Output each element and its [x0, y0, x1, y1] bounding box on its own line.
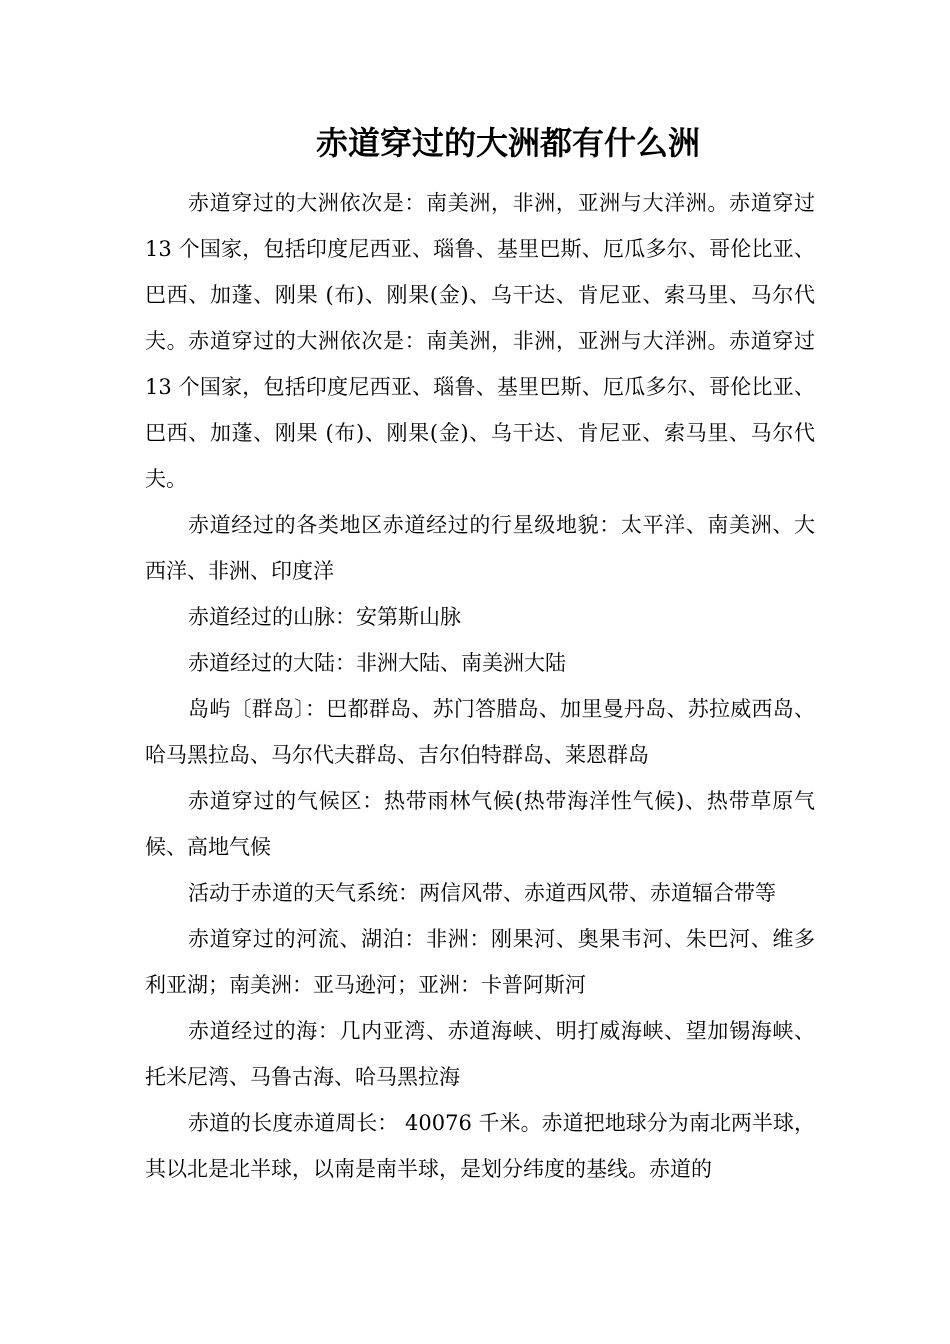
- paragraph-intro: 赤道穿过的大洲依次是：南美洲，非洲，亚洲与大洋洲。赤道穿过 13 个国家，包括印度尼西亚、瑙鲁、基里巴斯、厄瓜多尔、哥伦比亚、巴西、加蓬、刚果 (布)、刚果(金)、乌干达、肯尼亚、索马里、马尔代夫。赤道穿过的大洲依次是：南美洲，非洲，亚洲与大洋洲。赤道穿过 13 个国家，包括印度尼西亚、瑙鲁、基里巴斯、厄瓜多尔、哥伦比亚、巴西、加蓬、刚果 (布)、刚果(金)、乌干达、肯尼亚、索马里、马尔代夫。: [145, 191, 815, 491]
- paragraph-weather-systems: 活动于赤道的天气系统：两信风带、赤道西风带、赤道辐合带等: [188, 881, 776, 905]
- paragraph-climate: 赤道穿过的气候区：热带雨林气候(热带海洋性气候)、热带草原气候、高地气候: [145, 789, 815, 859]
- paragraph-rivers-lakes: 赤道穿过的河流、湖泊：非洲：刚果河、奥果韦河、朱巴河、维多利亚湖；南美洲：亚马逊河；亚洲：卡普阿斯河: [145, 927, 815, 997]
- paragraph-continents: 赤道经过的大陆：非洲大陆、南美洲大陆: [188, 651, 566, 675]
- paragraph-seas: 赤道经过的海：几内亚湾、赤道海峡、明打威海峡、望加锡海峡、托米尼湾、马鲁古海、哈马黑拉海: [145, 1019, 815, 1089]
- paragraph-islands: 岛屿〔群岛〕：巴都群岛、苏门答腊岛、加里曼丹岛、苏拉威西岛、哈马黑拉岛、马尔代夫群岛、吉尔伯特群岛、莱恩群岛: [145, 697, 815, 767]
- paragraph-equator-length: 赤道的长度赤道周长： 40076 千米。赤道把地球分为南北两半球，其以北是北半球，以南是南半球，是划分纬度的基线。赤道的: [145, 1111, 815, 1181]
- document-body: [145, 180, 815, 1192]
- document-title: 赤道穿过的大洲都有什么洲: [315, 124, 700, 162]
- paragraph-mountains: 赤道经过的山脉：安第斯山脉: [188, 605, 461, 629]
- paragraph-landforms: 赤道经过的各类地区赤道经过的行星级地貌：太平洋、南美洲、大西洋、非洲、印度洋: [145, 513, 815, 583]
